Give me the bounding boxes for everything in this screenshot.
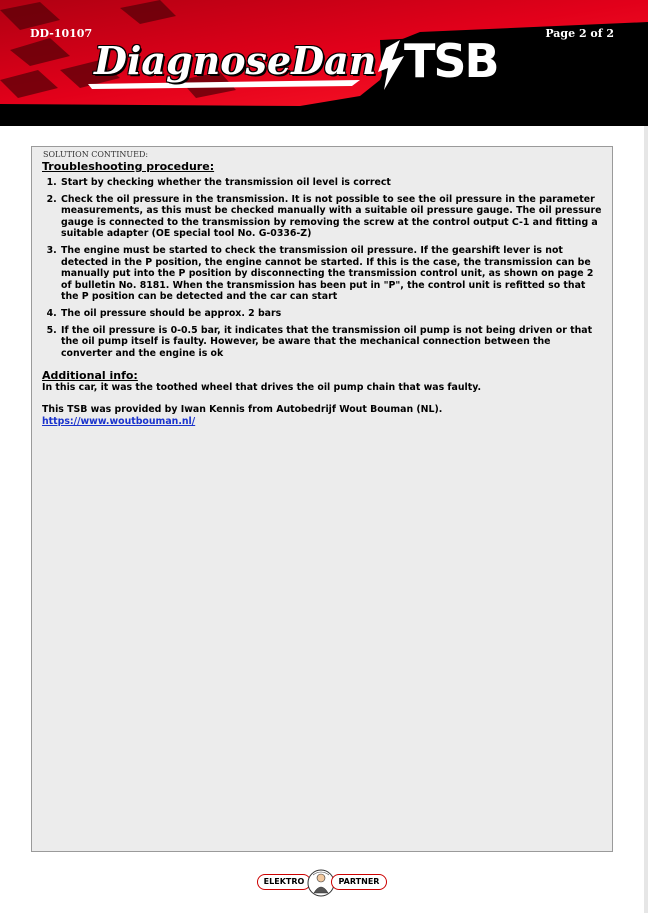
step-item: 4. The oil pressure should be approx. 2 bars xyxy=(60,308,602,320)
step-item: 2. Check the oil pressure in the transmission. It is not possible to see the oil pressure in the parameter measurements, as this must be checked manually with a suitable oil pressure gauge. The oil pressure gauge is connected to the transmission by removing the screw at the control output C-1 and fitting a suitable adapter (OE special tool No. G-0336-Z) xyxy=(60,194,602,240)
section-label: SOLUTION CONTINUED: xyxy=(43,150,149,159)
elektro-partner-logo xyxy=(257,867,387,899)
logo-right-text: PARTNER xyxy=(331,874,387,890)
additional-info-heading: Additional info: xyxy=(42,369,138,383)
page-header xyxy=(0,0,648,126)
brand-logo: DiagnoseDan xyxy=(94,38,377,83)
provided-by-text: This TSB was provided by Iwan Kennis from Autobedrijf Wout Bouman (NL). xyxy=(42,404,443,416)
step-item: 1. Start by checking whether the transmission oil level is correct xyxy=(60,177,602,189)
procedure-heading: Troubleshooting procedure: xyxy=(42,160,215,173)
website-link[interactable]: https://www.woutbouman.nl/ xyxy=(42,416,196,428)
right-edge-strip xyxy=(644,126,648,913)
tsb-title: TSB xyxy=(404,34,498,88)
procedure-steps xyxy=(42,177,602,359)
step-item: 5. If the oil pressure is 0-0.5 bar, it indicates that the transmission oil pump is not being driven or that the oil pump itself is faulty. However, be aware that the mechanical connection between the converter and the engine is ok xyxy=(60,325,602,360)
content-panel xyxy=(31,146,613,852)
page-number: Page 2 of 2 xyxy=(545,27,614,40)
additional-info-text: In this car, it was the toothed wheel that drives the oil pump chain that was faulty. xyxy=(42,382,482,394)
step-item: 3. The engine must be started to check the transmission oil pressure. If the gearshift lever is not detected in the P position, the engine cannot be started. If this is the case, the transmission can be manually put into the P position by disconnecting the transmission control unit, as shown on page 2 of bulletin No. 8181. When the transmission has been put in "P", the control unit is refitted so that the P position can be detected and the car can start xyxy=(60,245,602,303)
document-id: DD-10107 xyxy=(30,27,93,40)
logo-left-text: ELEKTRO xyxy=(257,874,311,890)
